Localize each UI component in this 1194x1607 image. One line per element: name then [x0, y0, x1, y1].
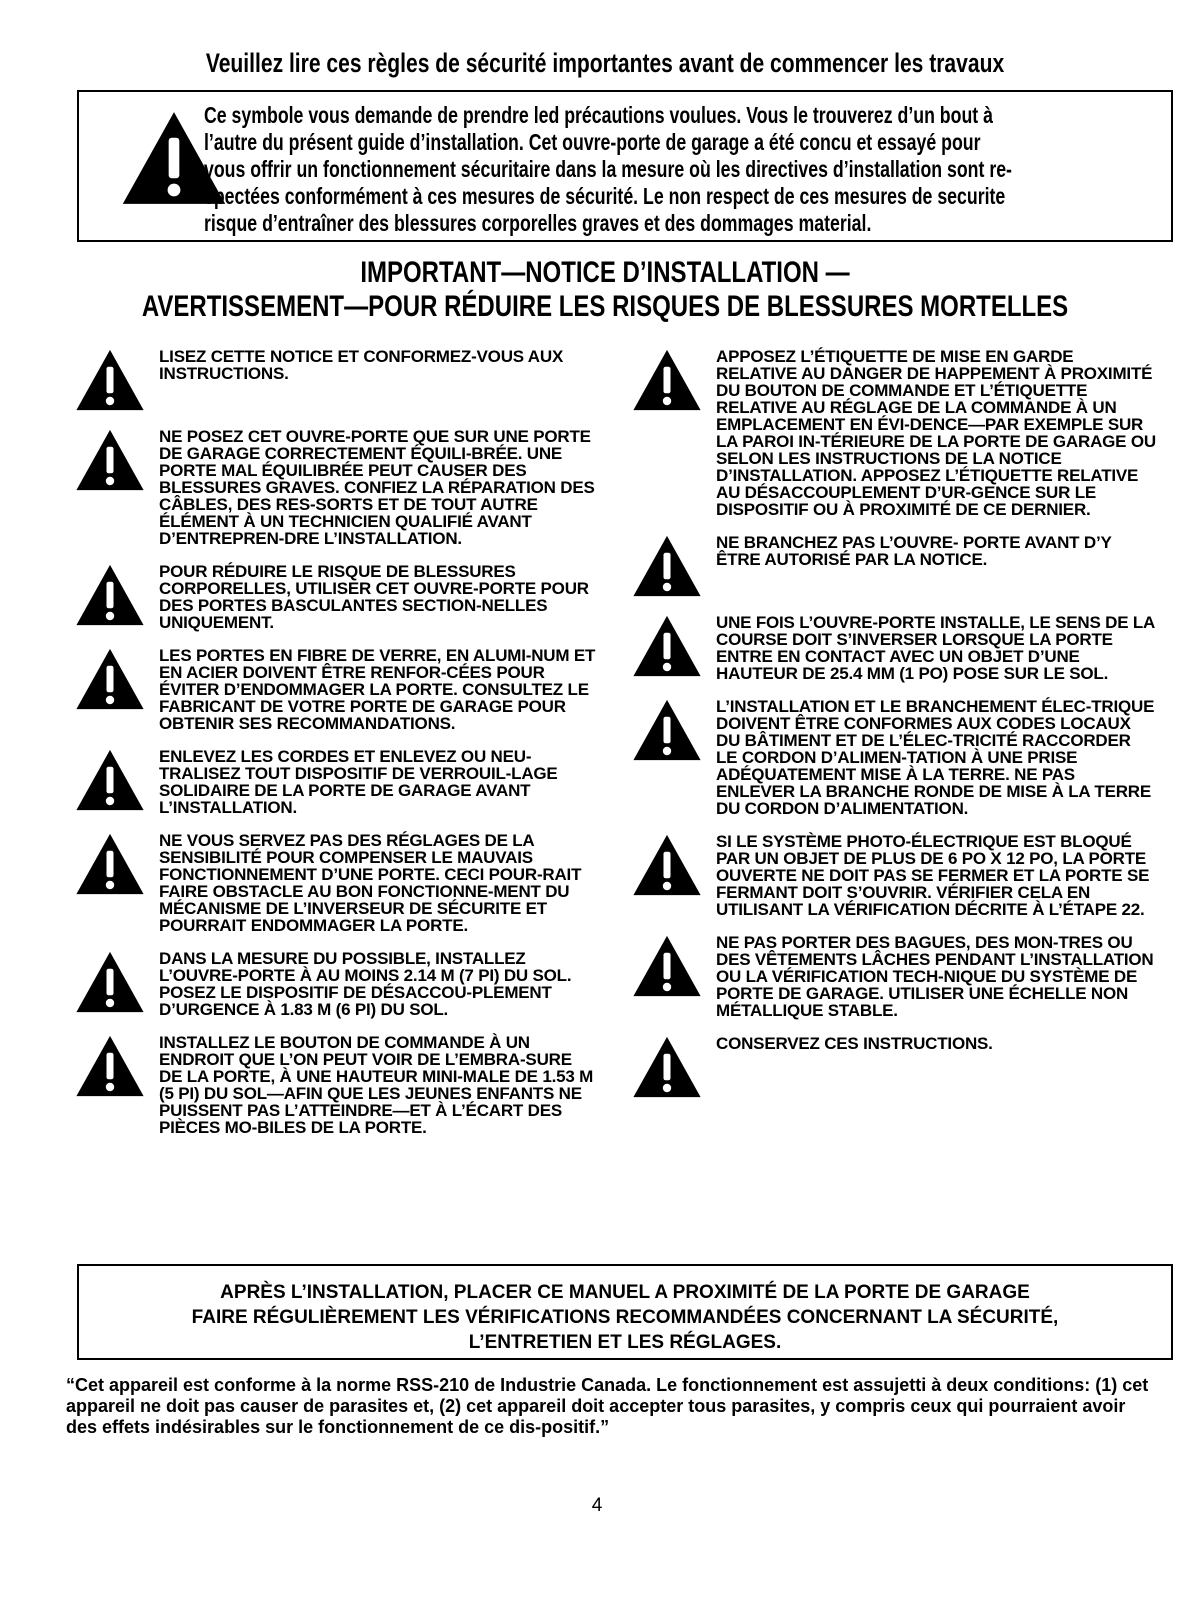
intro-line: spectées conformément à ces mesures de sécurité. Le non respect de ces mesures de securite	[204, 183, 1006, 209]
warning-text: UNE FOIS L’OUVRE-PORTE INSTALLE, LE SENS DE LA COURSE DOIT S’INVERSER LORSQUE LA PORTE ENTRE EN CONTACT AVEC UN OBJET D’UNE HAUTEUR DE 25.4 MM (1 PO) POSE SUR LE SOL.	[716, 613, 1155, 683]
post-install-notice-box	[77, 1264, 1173, 1360]
warning-text: NE PAS PORTER DES BAGUES, DES MON-TRES OU DES VÊTEMENTS LÂCHES PENDANT L’INSTALLATION OU LA VÉRIFICATION TECH-NIQUE DU SYSTÈME DE PORTE DE GARAGE. UTILISER UNE ÉCHELLE NON MÉTALLIQUE STABLE.	[716, 933, 1154, 1020]
warning-triangle-icon	[75, 428, 145, 492]
warning-triangle-icon	[632, 614, 702, 678]
intro-line: l’autre du présent guide d’installation. Cet ouvre-porte de garage a été concu et essayé pour	[204, 129, 981, 155]
warning-item	[75, 950, 620, 1018]
right-warning-column	[632, 348, 1172, 1115]
warning-triangle-icon	[75, 832, 145, 896]
warning-text: NE POSEZ CET OUVRE-PORTE QUE SUR UNE PORTE DE GARAGE CORRECTEMENT ÉQUILI-BRÉE. UNE PORTE MAL ÉQUILIBRÉE PEUT CAUSER DES BLESSURES GRAVES. CONFIEZ LA RÉPARATION DES CÂBLES, DES RES-SORTS ET DE TOUT AUTRE ÉLÉMENT À UN TECHNICIEN QUALIFIÉ AVANT D’ENTREPREN-DRE L’INSTALLATION.	[159, 427, 595, 548]
warning-triangle-icon	[75, 950, 145, 1014]
warning-text: ENLEVEZ LES CORDES ET ENLEVEZ OU NEU-TRALISEZ TOUT DISPOSITIF DE VERROUIL-LAGE SOLIDAIRE DE LA PORTE DE GARAGE AVANT L’INSTALLATION.	[159, 747, 558, 817]
warning-text: INSTALLEZ LE BOUTON DE COMMANDE À UN ENDROIT QUE L’ON PEUT VOIR DE L’EMBRA-SURE DE LA PORTE, À UNE HAUTEUR MINI-MALE DE 1.53 M (5 PI) DU SOL—AFIN QUE LES JEUNES ENFANTS NE PUISSENT PAS L’ATTEINDRE—ET À L’ÉCART DES PIÈCES MO-BILES DE LA PORTE.	[159, 1033, 594, 1137]
page-number: 4	[591, 1495, 603, 1516]
warning-triangle-icon	[75, 748, 145, 812]
warning-text: APPOSEZ L’ÉTIQUETTE DE MISE EN GARDE RELATIVE AU DANGER DE HAPPEMENT À PROXIMITÉ DU BOUTON DE COMMANDE ET L’ÉTIQUETTE RELATIVE AU RÉGLAGE DE LA COMMANDE À UN EMPLACEMENT EN ÉVI-DENCE—PAR EXEMPLE SUR LA PAROI IN-TÉRIEURE DE LA PORTE DE GARAGE OU SELON LES INSTRUCTIONS DE LA NOTICE D’INSTALLATION. APPOSEZ L’ÉTIQUETTE RELATIVE AU DÉSACCOUPLEMENT D’UR-GENCE SUR LE DISPOSITIF OU À PROXIMITÉ DE CE DERNIER.	[716, 347, 1156, 519]
warning-item	[75, 1034, 620, 1136]
warning-triangle-icon	[632, 934, 702, 998]
compliance-footnote: “Cet appareil est conforme à la norme RSS-210 de Industrie Canada. Le fonctionnement est assujetti à deux conditions: (1) cet appareil ne doit pas causer de parasites et, (2) cet appareil doit accepter tous parasites, y compris ceux qui pourraient avoir des effets indésirables sur le fonctionnement de ce dis-positif.”	[66, 1375, 1149, 1437]
warning-triangle-icon	[75, 563, 145, 627]
section-heading-line2: AVERTISSEMENT—POUR RÉDUIRE LES RISQUES DE BLESSURES MORTELLES	[141, 290, 1069, 323]
warning-text: NE BRANCHEZ PAS L’OUVRE- PORTE AVANT D’Y ÊTRE AUTORISÉ PAR LA NOTICE.	[716, 533, 1112, 569]
section-heading-line1: IMPORTANT—NOTICE D’INSTALLATION —	[360, 256, 850, 289]
warning-item	[632, 534, 1172, 598]
intro-line: risque d’entraîner des blessures corporelles graves et des dommages material.	[204, 210, 872, 236]
warning-triangle-icon	[632, 698, 702, 762]
warning-item	[75, 647, 620, 732]
warning-text: NE VOUS SERVEZ PAS DES RÉGLAGES DE LA SENSIBILITÉ POUR COMPENSER LE MAUVAIS FONCTIONNEMENT D’UNE PORTE. CECI POUR-RAIT FAIRE OBSTACLE AU BON FONCTIONNE-MENT DU MÉCANISME DE L’INVERSEUR DE SÉCURITE ET POURRAIT ENDOMMAGER LA PORTE.	[159, 831, 582, 935]
warning-text: DANS LA MESURE DU POSSIBLE, INSTALLEZ L’OUVRE-PORTE À AU MOINS 2.14 M (7 PI) DU SOL. POSEZ LE DISPOSITIF DE DÉSACCOU-PLEMENT D’URGENCE À 1.83 M (6 PI) DU SOL.	[159, 949, 572, 1019]
intro-warning-box	[77, 90, 1173, 242]
warning-text: CONSERVEZ CES INSTRUCTIONS.	[716, 1034, 993, 1053]
warning-item	[75, 563, 620, 631]
warning-item	[632, 1035, 1172, 1099]
warning-text: POUR RÉDUIRE LE RISQUE DE BLESSURES CORPORELLES, UTILISER CET OUVRE-PORTE POUR DES PORTES BASCULANTES SECTION-NELLES UNIQUEMENT.	[159, 562, 589, 632]
warning-item	[75, 428, 620, 547]
warning-text: SI LE SYSTÈME PHOTO-ÉLECTRIQUE EST BLOQUÉ PAR UN OBJET DE PLUS DE 6 PO X 12 PO, LA PORTE OUVERTE NE DOIT PAS SE FERMER ET LA PORTE SE FERMANT DOIT S’OUVRIR. VÉRIFIER CELA EN UTILISANT LA VÉRIFICATION DÉCRITE À L’ÉTAPE 22.	[716, 832, 1150, 919]
page-title: Veuillez lire ces règles de sécurité importantes avant de commencer les travaux	[205, 48, 1005, 78]
notice-line: FAIRE RÉGULIÈREMENT LES VÉRIFICATIONS RECOMMANDÉES CONCERNANT LA SÉCURITÉ,	[191, 1307, 1059, 1328]
warning-item	[632, 698, 1172, 817]
intro-line: vous offrir un fonctionnement sécuritaire dans la mesure où les directives d’installation sont re-	[204, 156, 1012, 182]
warning-item	[75, 832, 620, 934]
warning-triangle-icon	[632, 348, 702, 412]
warning-triangle-icon	[75, 1034, 145, 1098]
warning-text: LISEZ CETTE NOTICE ET CONFORMEZ-VOUS AUX INSTRUCTIONS.	[159, 347, 564, 383]
notice-line: L’ENTRETIEN ET LES RÉGLAGES.	[468, 1332, 782, 1353]
warning-item	[632, 934, 1172, 1019]
left-warning-column	[75, 348, 620, 1152]
warning-item	[632, 833, 1172, 918]
warning-triangle-icon	[75, 348, 145, 412]
warning-triangle-icon	[632, 833, 702, 897]
warning-item	[632, 614, 1172, 682]
intro-line: Ce symbole vous demande de prendre led précautions voulues. Vous le trouverez d’un bout à	[204, 102, 993, 128]
warning-triangle-icon	[75, 647, 145, 711]
notice-line: APRÈS L’INSTALLATION, PLACER CE MANUEL A PROXIMITÉ DE LA PORTE DE GARAGE	[220, 1282, 1030, 1303]
warning-triangle-icon	[632, 534, 702, 598]
warning-item	[75, 348, 620, 412]
warning-item	[632, 348, 1172, 518]
warning-text: L’INSTALLATION ET LE BRANCHEMENT ÉLEC-TRIQUE DOIVENT ÊTRE CONFORMES AUX CODES LOCAUX DU BÂTIMENT ET DE L’ÉLEC-TRICITÉ RACCORDER LE CORDON D’ALIMEN-TATION À UNE PRISE ADÉQUATEMENT MISE À LA TERRE. NE PAS ENLEVER LA BRANCHE RONDE DE MISE À LA TERRE DU CORDON D’ALIMENTATION.	[716, 697, 1155, 818]
warning-item	[75, 748, 620, 816]
warning-triangle-icon	[632, 1035, 702, 1099]
warning-text: LES PORTES EN FIBRE DE VERRE, EN ALUMI-NUM ET EN ACIER DOIVENT ÊTRE RENFOR-CÉES POUR ÉVITER D’ENDOMMAGER LA PORTE. CONSULTEZ LE FABRICANT DE VOTRE PORTE DE GARAGE POUR OBTENIR SES RECOMMANDATIONS.	[159, 646, 596, 733]
intro-text	[204, 102, 1113, 237]
